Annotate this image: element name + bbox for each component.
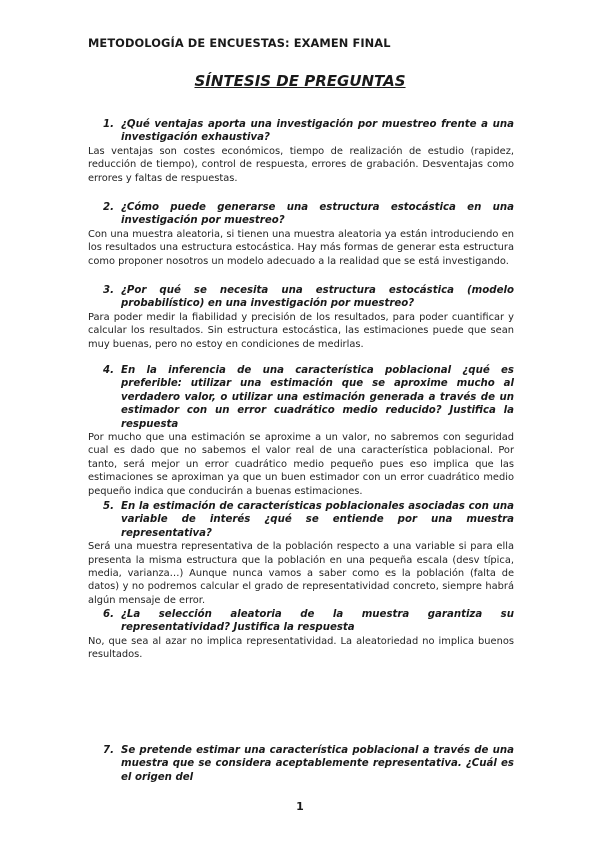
answer-text: Por mucho que una estimación se aproxime a un valor, no sabremos con seguridad cual es dado que no sabemos el valor real de una característica poblacional. Por tanto, será mejor un error cuadrático medio pequeño pues eso implica que las estimaciones se aproximan ya que un buen estimador con un error cuadrático medio pequeño indica que conducirán a buenas estimaciones. <box>88 432 514 497</box>
question-number: 2. <box>103 202 114 213</box>
question-label: ¿Por qué se necesita una estructura estocástica (modelo probabilístico) en una investigación por muestreo? <box>121 285 514 310</box>
question-number: 7. <box>103 745 114 756</box>
question-number: 3. <box>103 285 114 296</box>
question-block <box>88 608 514 662</box>
answer-text: Con una muestra aleatoria, si tienen una muestra aleatoria ya están introduciendo en los resultados una estructura estocástica. Hay más formas de generar esta estructura como proponer nosotros un modelo adecuado a la realidad que se está investigando. <box>88 228 514 267</box>
question-block <box>88 118 514 185</box>
question-text <box>88 608 514 635</box>
page-number: 1 <box>296 800 304 813</box>
question-label: ¿La selección aleatoria de la muestra garantiza su representatividad? Justifica la respuesta <box>121 609 514 634</box>
question-text <box>88 500 514 540</box>
question-label: ¿Qué ventajas aporta una investigación por muestreo frente a una investigación exhaustiva? <box>121 119 514 144</box>
question-block <box>88 284 514 351</box>
question-number: 1. <box>103 119 114 130</box>
question-block <box>88 500 514 607</box>
question-number: 6. <box>103 609 114 620</box>
question-text <box>88 744 514 784</box>
page-title: SÍNTESIS DE PREGUNTAS <box>194 72 406 90</box>
answer-text: Para poder medir la fiabilidad y precisión de los resultados, para poder cuantificar y calcular los resultados. Sin estructura estocástica, las estimaciones puede que sean muy buenas, pero no estoy en condiciones de medirlas. <box>88 311 514 350</box>
question-block <box>88 364 514 498</box>
answer-text: Las ventajas son costes económicos, tiempo de realización de estudio (rapidez, reducción de tiempo), control de respuesta, errores de grabación. Desventajas como errores y faltas de respuestas. <box>88 145 514 184</box>
answer-text: No, que sea al azar no implica representatividad. La aleatoriedad no implica buenos resultados. <box>88 635 514 661</box>
question-text <box>88 364 514 431</box>
question-label: Se pretende estimar una característica poblacional a través de una muestra que se considera aceptablemente representativa. ¿Cuál es el origen del <box>121 745 514 783</box>
question-label: ¿Cómo puede generarse una estructura estocástica en una investigación por muestreo? <box>121 202 514 227</box>
question-label: En la estimación de características poblacionales asociadas con una variable de interés ¿qué se entiende por una muestra representativa? <box>121 501 514 539</box>
question-block <box>88 744 514 784</box>
document-header: METODOLOGÍA DE ENCUESTAS: EXAMEN FINAL <box>88 36 391 50</box>
question-number: 4. <box>103 365 114 376</box>
answer-text: Será una muestra representativa de la población respecto a una variable si para ella presenta la misma estructura que la población en una pequeña escala (desv típica, media, varianza…) Aunque nunca vamos a saber como es la población (falta de datos) y no podremos calcular el grado de representatividad concreto, siempre habrá algún mensaje de error. <box>88 541 514 606</box>
question-text <box>88 284 514 311</box>
question-block <box>88 201 514 268</box>
question-label: En la inferencia de una característica poblacional ¿qué es preferible: utilizar una estimación que se aproxime mucho al verdadero valor, o utilizar una estimación generada a través de un estimador con un error cuadrático medio reducido? Justifica la respuesta <box>121 365 514 430</box>
question-number: 5. <box>103 501 114 512</box>
question-text <box>88 118 514 145</box>
question-text <box>88 201 514 228</box>
